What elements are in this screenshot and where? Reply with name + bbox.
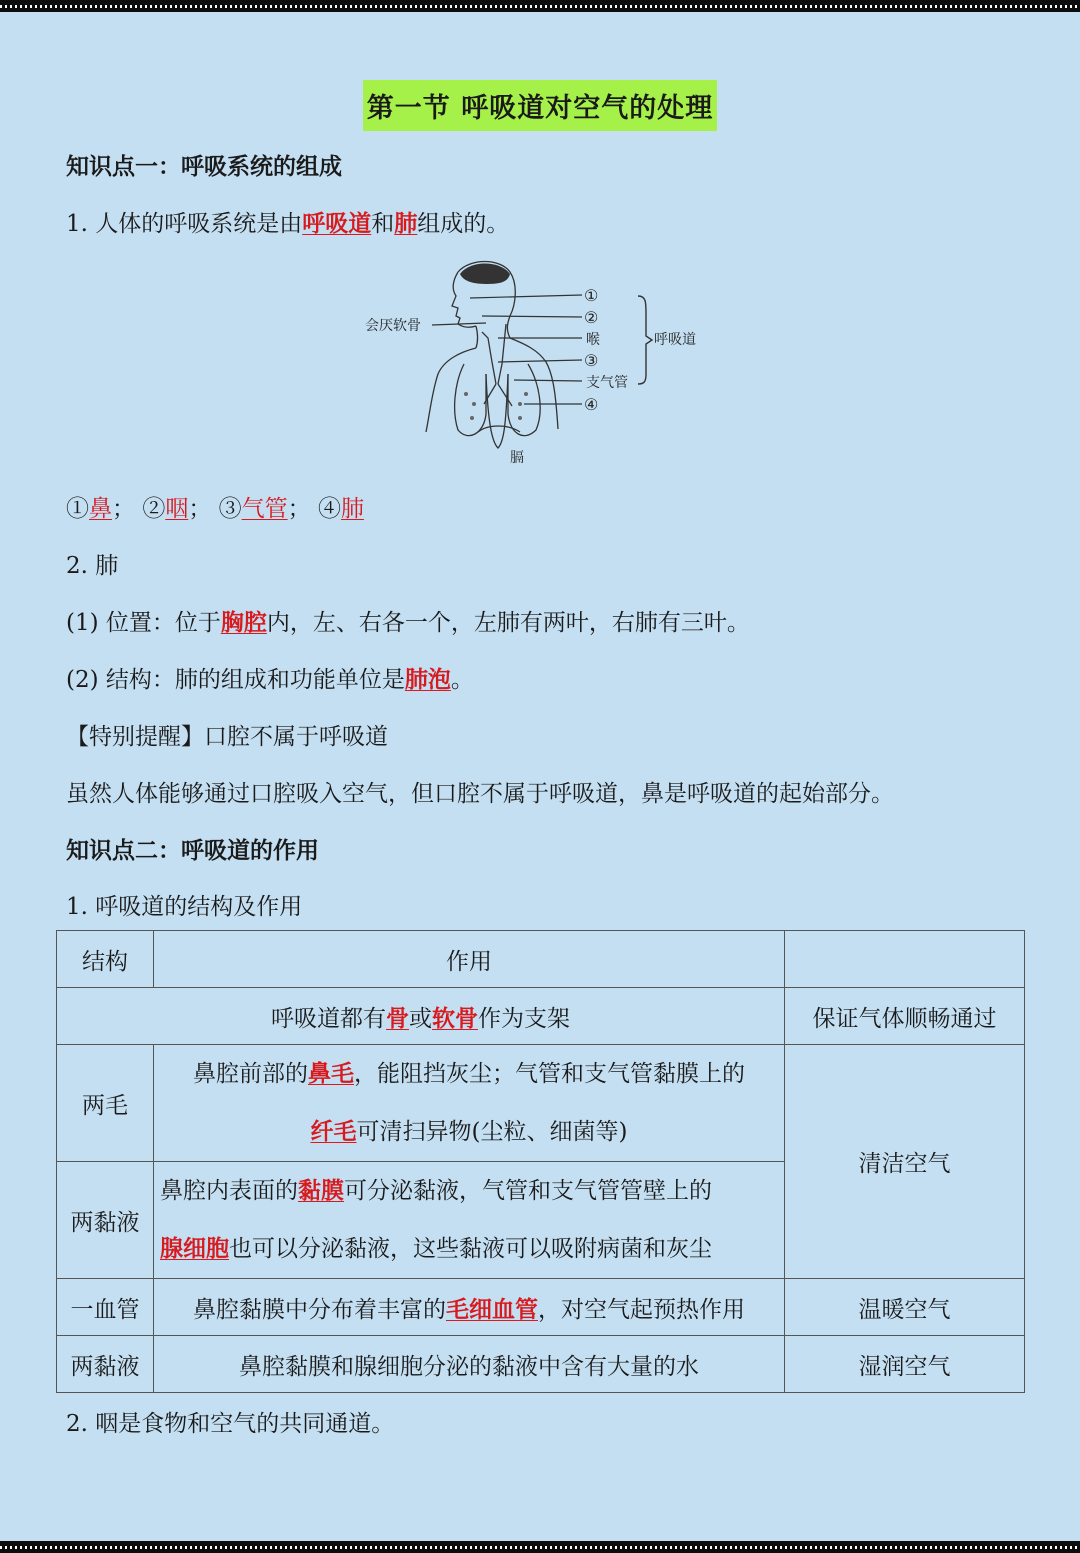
paragraph-airway-structure: 1. 呼吸道的结构及作用 — [66, 894, 303, 920]
label-bronchi: 支气管 — [586, 375, 628, 391]
text: 鼻腔内表面的 — [160, 1178, 298, 1204]
paragraph-respiratory-system — [66, 205, 509, 238]
answer-cartilage: 软骨 — [432, 1004, 478, 1032]
cell-function — [154, 1279, 785, 1336]
label-airway: 呼吸道 — [654, 332, 696, 348]
page-title: 第一节 呼吸道对空气的处理 — [363, 80, 717, 131]
header-function: 作用 — [154, 931, 785, 988]
decorative-border-bottom — [0, 1541, 1080, 1553]
label-number-1: ① — [584, 286, 599, 305]
cell-function: 鼻腔黏膜和腺细胞分泌的黏液中含有大量的水 — [154, 1336, 785, 1393]
text: 1. 人体的呼吸系统是由 — [66, 211, 303, 237]
answer-nose: 鼻 — [89, 496, 112, 522]
label-epiglottis: 会厌软骨 — [365, 318, 421, 334]
header-empty — [785, 931, 1025, 988]
answer-list — [66, 490, 364, 523]
cell-function — [154, 1045, 785, 1162]
label-number-2: ② — [584, 308, 599, 327]
text: (2) 结构：肺的组成和功能单位是 — [66, 667, 405, 693]
text: ； — [287, 496, 311, 522]
text: ，能阻挡灰尘；气管和支气管黏膜上的 — [354, 1061, 745, 1087]
answer-airway: 呼吸道 — [302, 210, 372, 237]
label-diaphragm: 膈 — [510, 450, 524, 466]
decorative-border-top — [0, 0, 1080, 12]
cell-function — [154, 1162, 785, 1279]
airway-bracket — [638, 296, 652, 384]
answer-gland-cells: 腺细胞 — [160, 1235, 229, 1262]
section1-heading: 知识点一：呼吸系统的组成 — [66, 154, 342, 180]
paragraph-lung-position — [66, 604, 750, 637]
cell-effect: 保证气体顺畅通过 — [785, 988, 1025, 1045]
text: 内，左、右各一个，左肺有两叶，右肺有三叶。 — [266, 610, 750, 636]
label-number-4: ④ — [584, 395, 599, 414]
airway-function-table — [56, 930, 1025, 1393]
cell-effect: 温暖空气 — [785, 1279, 1025, 1336]
section2-heading: 知识点二：呼吸道的作用 — [66, 838, 319, 864]
answer-lung: 肺 — [394, 210, 418, 237]
table-row — [57, 1279, 1025, 1336]
answer-capillaries: 毛细血管 — [446, 1295, 538, 1323]
label-larynx: 喉 — [586, 332, 600, 348]
text: ② — [142, 496, 166, 522]
answer-alveolus: 肺泡 — [404, 666, 451, 693]
head-illustration — [426, 262, 558, 449]
answer-pharynx: 咽 — [165, 496, 189, 522]
table-header-row — [57, 931, 1025, 988]
text: 作为支架 — [478, 1005, 570, 1032]
text: 也可以分泌黏液，这些黏液可以吸附病菌和灰尘 — [229, 1236, 712, 1262]
answer-lung: 肺 — [340, 496, 364, 522]
paragraph-pharynx: 2. 咽是食物和空气的共同通道。 — [66, 1411, 395, 1437]
text: 和 — [371, 211, 395, 237]
cell-effect: 湿润空气 — [785, 1336, 1025, 1393]
text: 鼻腔黏膜中分布着丰富的 — [193, 1296, 446, 1323]
text: ④ — [317, 496, 341, 522]
text: (1) 位置：位于 — [66, 610, 221, 636]
title-wrapper — [0, 80, 1080, 131]
cell-structure: 两黏液 — [57, 1336, 154, 1393]
answer-mucosa: 黏膜 — [298, 1177, 344, 1204]
cell-effect: 清洁空气 — [785, 1045, 1025, 1279]
label-number-3: ③ — [584, 351, 599, 370]
answer-bone: 骨 — [386, 1004, 409, 1032]
paragraph-lung-structure — [66, 661, 474, 694]
respiratory-system-diagram — [360, 254, 720, 468]
cell-structure: 两毛 — [57, 1045, 154, 1162]
text: ，对空气起预热作用 — [538, 1296, 745, 1323]
text: 可分泌黏液，气管和支气管管壁上的 — [344, 1178, 712, 1204]
special-reminder-text: 虽然人体能够通过口腔吸入空气，但口腔不属于呼吸道，鼻是呼吸道的起始部分。 — [66, 781, 894, 807]
text: 组成的。 — [417, 211, 510, 237]
header-structure: 结构 — [57, 931, 154, 988]
text: ③ — [218, 496, 242, 522]
answer-cilia: 纤毛 — [310, 1118, 357, 1145]
text: ； — [112, 496, 135, 522]
text: ； — [188, 496, 212, 522]
answer-nose-hair: 鼻毛 — [308, 1060, 354, 1087]
text: 或 — [409, 1005, 432, 1032]
cell-support — [57, 988, 785, 1045]
text: 。 — [450, 667, 474, 693]
special-reminder-heading: 【特别提醒】口腔不属于呼吸道 — [66, 724, 388, 750]
table-row — [57, 1045, 1025, 1162]
text: 可清扫异物(尘粒、细菌等) — [356, 1119, 628, 1145]
table-row — [57, 988, 1025, 1045]
paragraph-lung: 2. 肺 — [66, 553, 119, 579]
table-row — [57, 1336, 1025, 1393]
text: 鼻腔前部的 — [193, 1061, 308, 1087]
answer-trachea: 气管 — [241, 496, 288, 522]
answer-thoracic-cavity: 胸腔 — [220, 609, 267, 636]
text: 呼吸道都有 — [271, 1005, 386, 1032]
cell-structure: 一血管 — [57, 1279, 154, 1336]
cell-structure: 两黏液 — [57, 1162, 154, 1279]
text: ① — [66, 496, 89, 522]
